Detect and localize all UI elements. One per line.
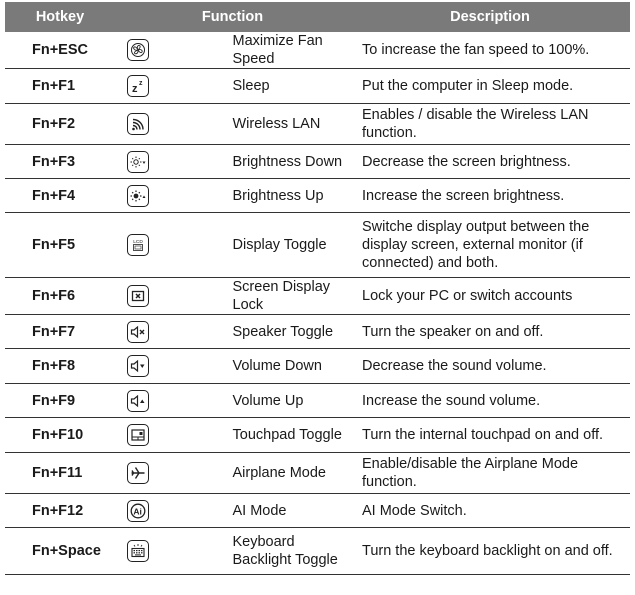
function-cell: Touchpad Toggle <box>233 418 351 453</box>
description-cell: AI Mode Switch. <box>350 494 630 528</box>
ai-icon <box>127 500 149 522</box>
icon-cell <box>115 104 233 145</box>
function-cell: Screen Display Lock <box>233 278 351 315</box>
table-row <box>5 384 630 418</box>
description-cell: Switche display output between the display screen, external monitor (if connected) and both. <box>350 213 630 278</box>
table-row <box>5 453 630 494</box>
table-row <box>5 494 630 528</box>
header-hotkey: Hotkey <box>5 2 115 32</box>
description-cell: Turn the keyboard backlight on and off. <box>350 528 630 575</box>
icon-cell <box>115 349 233 384</box>
table-row <box>5 418 630 453</box>
function-cell: Maximize Fan Speed <box>233 32 351 69</box>
icon-cell <box>115 494 233 528</box>
hotkey-cell: Fn+F4 <box>5 179 115 213</box>
function-cell: Airplane Mode <box>233 453 351 494</box>
brightness-up-icon <box>127 185 149 207</box>
icon-cell <box>115 528 233 575</box>
hotkey-table <box>5 2 630 575</box>
lcd-icon <box>127 234 149 256</box>
function-cell: Sleep <box>233 69 351 104</box>
table-row <box>5 315 630 349</box>
table-row <box>5 179 630 213</box>
svg-text:LCD: LCD <box>133 240 143 245</box>
hotkey-cell: Fn+ESC <box>5 32 115 69</box>
description-cell: Decrease the sound volume. <box>350 349 630 384</box>
sleep-icon <box>127 75 149 97</box>
hotkey-cell: Fn+F2 <box>5 104 115 145</box>
function-cell: Wireless LAN <box>233 104 351 145</box>
touchpad-icon <box>127 424 149 446</box>
hotkey-cell: Fn+F9 <box>5 384 115 418</box>
svg-text:z: z <box>132 83 138 94</box>
icon-cell <box>115 179 233 213</box>
icon-cell <box>115 418 233 453</box>
table-row <box>5 145 630 179</box>
description-cell: Turn the internal touchpad on and off. <box>350 418 630 453</box>
hotkey-cell: Fn+F3 <box>5 145 115 179</box>
icon-cell <box>115 213 233 278</box>
screen-lock-icon <box>127 285 149 307</box>
description-cell: Enables / disable the Wireless LAN function. <box>350 104 630 145</box>
table-row <box>5 32 630 69</box>
hotkey-cell: Fn+F7 <box>5 315 115 349</box>
wireless-icon <box>127 113 149 135</box>
svg-text:Ai: Ai <box>133 505 142 516</box>
description-cell: Increase the screen brightness. <box>350 179 630 213</box>
icon-cell <box>115 69 233 104</box>
hotkey-cell: Fn+Space <box>5 528 115 575</box>
description-cell: To increase the fan speed to 100%. <box>350 32 630 69</box>
airplane-icon <box>127 462 149 484</box>
header-function: Function <box>115 2 350 32</box>
icon-cell <box>115 453 233 494</box>
function-cell: Volume Up <box>233 384 351 418</box>
function-cell: Brightness Up <box>233 179 351 213</box>
speaker-mute-icon <box>127 321 149 343</box>
header-description: Description <box>350 2 630 32</box>
header-row <box>5 2 630 32</box>
description-cell: Put the computer in Sleep mode. <box>350 69 630 104</box>
table-row <box>5 349 630 384</box>
function-cell: Volume Down <box>233 349 351 384</box>
icon-cell <box>115 315 233 349</box>
hotkey-cell: Fn+F10 <box>5 418 115 453</box>
volume-down-icon <box>127 355 149 377</box>
hotkey-cell: Fn+F8 <box>5 349 115 384</box>
function-cell: Display Toggle <box>233 213 351 278</box>
hotkey-cell: Fn+F11 <box>5 453 115 494</box>
icon-cell <box>115 384 233 418</box>
icon-cell <box>115 278 233 315</box>
keyboard-backlight-icon <box>127 540 149 562</box>
function-cell: Speaker Toggle <box>233 315 351 349</box>
description-cell: Lock your PC or switch accounts <box>350 278 630 315</box>
function-cell: AI Mode <box>233 494 351 528</box>
fan-icon <box>127 39 149 61</box>
table-row <box>5 528 630 575</box>
function-cell: Keyboard Backlight Toggle <box>233 528 351 575</box>
description-cell: Decrease the screen brightness. <box>350 145 630 179</box>
table-row <box>5 69 630 104</box>
hotkey-cell: Fn+F12 <box>5 494 115 528</box>
volume-up-icon <box>127 390 149 412</box>
description-cell: Increase the sound volume. <box>350 384 630 418</box>
svg-text:z: z <box>139 80 143 87</box>
hotkey-cell: Fn+F6 <box>5 278 115 315</box>
description-cell: Turn the speaker on and off. <box>350 315 630 349</box>
function-cell: Brightness Down <box>233 145 351 179</box>
icon-cell <box>115 32 233 69</box>
description-cell: Enable/disable the Airplane Mode function. <box>350 453 630 494</box>
table-row <box>5 213 630 278</box>
table-row <box>5 104 630 145</box>
icon-cell <box>115 145 233 179</box>
table-row <box>5 278 630 315</box>
hotkey-cell: Fn+F1 <box>5 69 115 104</box>
hotkey-cell: Fn+F5 <box>5 213 115 278</box>
brightness-down-icon <box>127 151 149 173</box>
